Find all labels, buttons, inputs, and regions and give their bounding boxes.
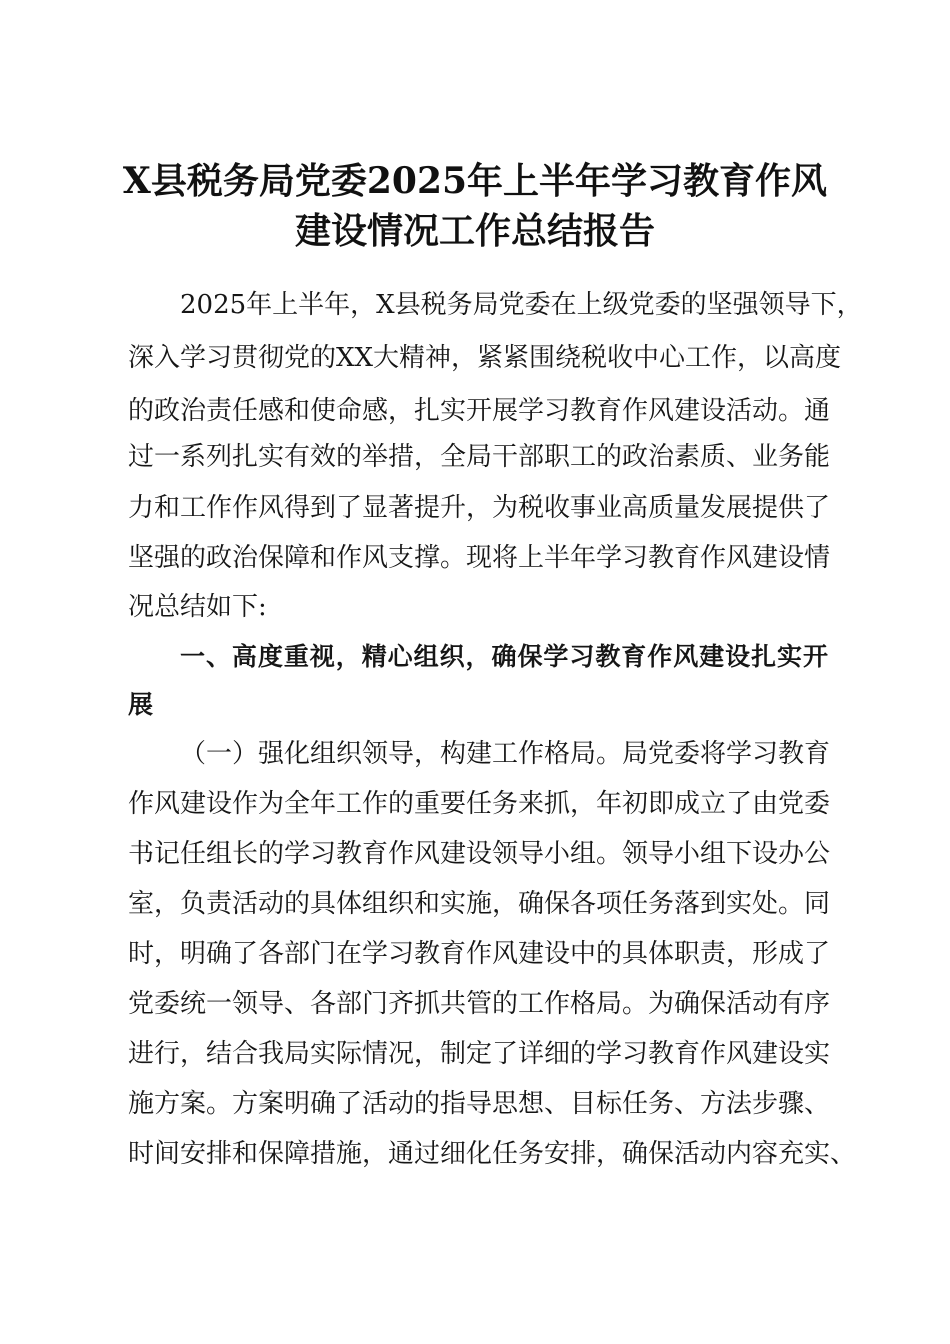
subsection-line: 书记任组长的学习教育作风建设领导小组。领导小组下设办公	[128, 839, 831, 869]
intro-line: 深入学习贯彻党的XX大精神，紧紧围绕税收中心工作，以高度	[128, 343, 842, 373]
intro-line: 的政治责任感和使命感，扎实开展学习教育作风建设活动。通	[128, 396, 831, 426]
intro-line: 过一系列扎实有效的举措，全局干部职工的政治素质、业务能	[128, 442, 831, 472]
intro-line: 2025年上半年，X县税务局党委在上级党委的坚强领导下，	[180, 290, 863, 320]
subsection-line: （一）强化组织领导，构建工作格局。局党委将学习教育	[180, 739, 831, 769]
subsection-line: 作风建设作为全年工作的重要任务来抓，年初即成立了由党委	[128, 789, 831, 819]
subsection-line: 党委统一领导、各部门齐抓共管的工作格局。为确保活动有序	[128, 989, 831, 1019]
subsection-line: 时间安排和保障措施，通过细化任务安排，确保活动内容充实、	[128, 1139, 857, 1169]
intro-line: 力和工作作风得到了显著提升，为税收事业高质量发展提供了	[128, 493, 831, 523]
subsection-line: 施方案。方案明确了活动的指导思想、目标任务、方法步骤、	[128, 1089, 831, 1119]
section-heading: 展	[128, 690, 154, 719]
subsection-line: 室，负责活动的具体组织和实施，确保各项任务落到实处。同	[128, 889, 831, 919]
intro-line: 况总结如下:	[128, 592, 267, 622]
section-heading: 一、高度重视，精心组织，确保学习教育作风建设扎实开	[180, 642, 828, 671]
document-title-line-2: 建设情况工作总结报告	[294, 210, 655, 252]
subsection-line: 进行，结合我局实际情况，制定了详细的学习教育作风建设实	[128, 1039, 831, 1069]
subsection-line: 时，明确了各部门在学习教育作风建设中的具体职责，形成了	[128, 939, 831, 969]
intro-line: 坚强的政治保障和作风支撑。现将上半年学习教育作风建设情	[128, 543, 831, 573]
document-title-line-1: X县税务局党委2025年上半年学习教育作风	[122, 160, 828, 202]
